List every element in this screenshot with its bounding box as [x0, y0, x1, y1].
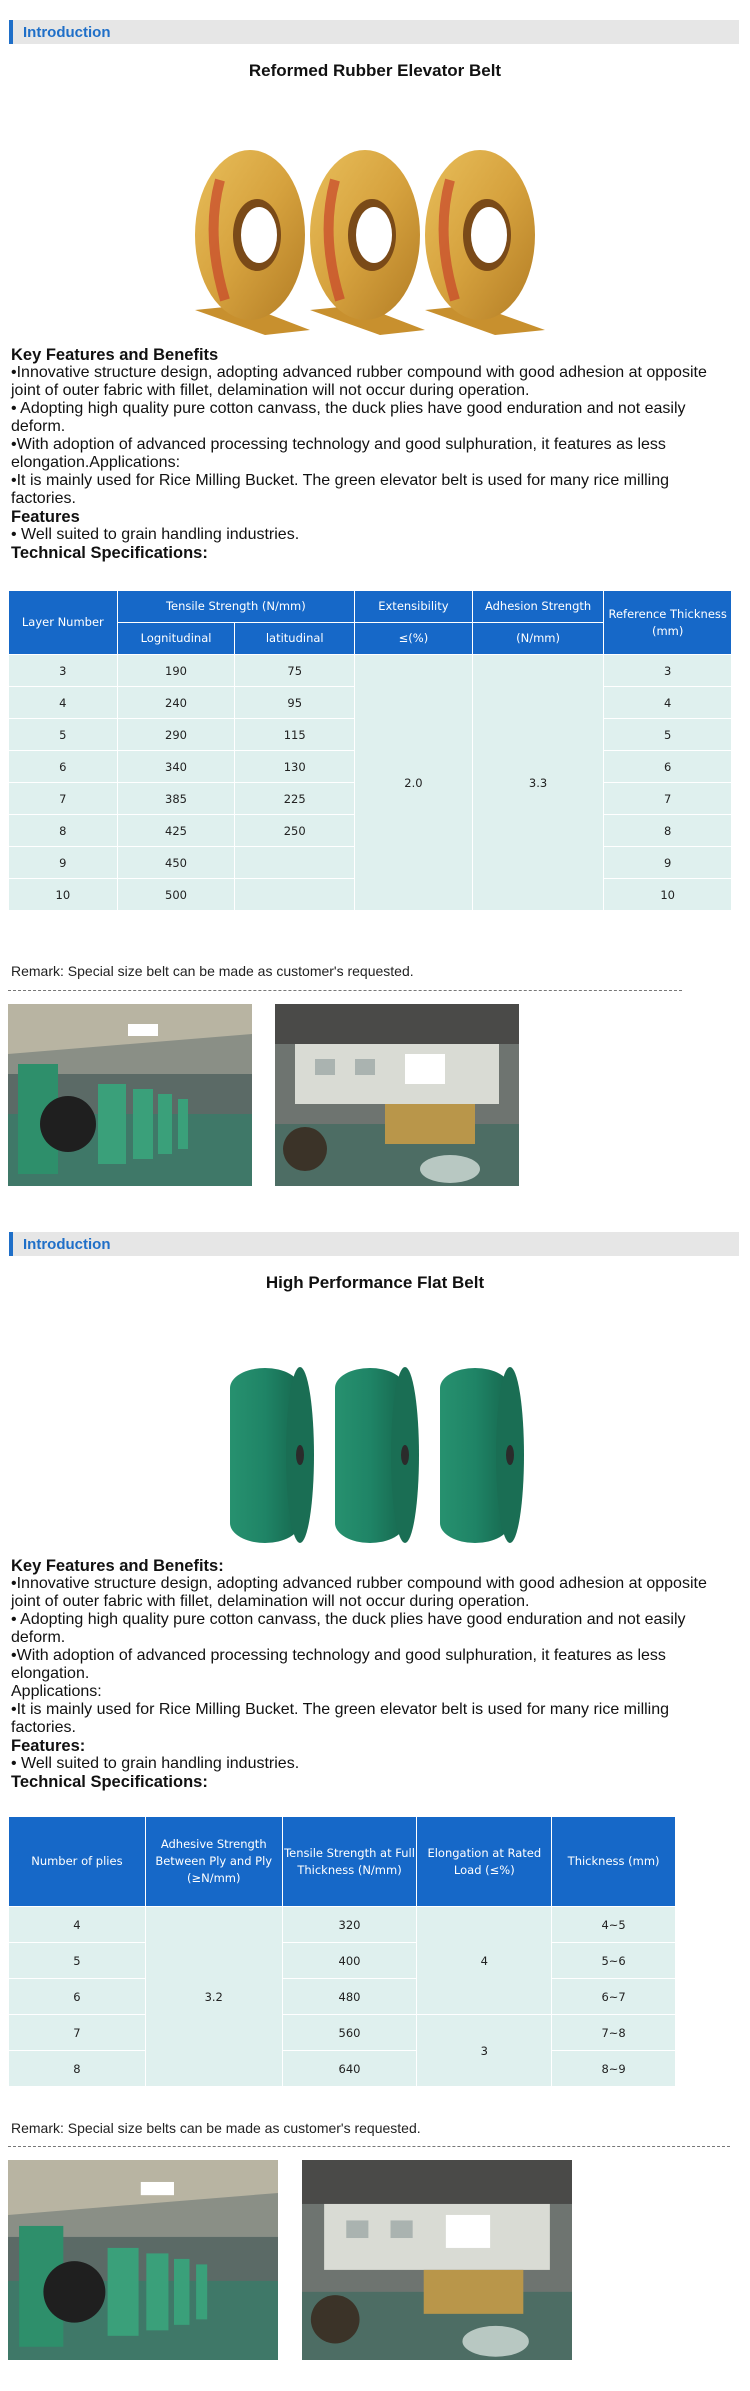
divider-1	[8, 990, 682, 991]
spec-table-1	[8, 590, 732, 911]
cell-thickness: 4~5	[552, 1907, 675, 1942]
applications-label: Applications:	[11, 1683, 102, 1700]
spec-table-2	[8, 1816, 676, 2087]
cell-layer: 4	[9, 687, 117, 718]
features2-item-1: • Well suited to grain handling industries.	[11, 526, 300, 543]
cell-ref: 10	[604, 879, 731, 910]
cell-tensile: 320	[283, 1907, 417, 1942]
cell-ref: 8	[604, 815, 731, 846]
cell-tensile: 560	[283, 2015, 417, 2050]
flat-belt-roll-1	[230, 1367, 314, 1543]
remark-1: Remark: Special size belt can be made as customer's requested.	[11, 963, 414, 979]
cell-long: 425	[118, 815, 235, 846]
feature-paragraph: •It is mainly used for Rice Milling Bucket. The green elevator belt is used for many rice milling factories.	[11, 472, 670, 507]
feature-paragraph: •With adoption of advanced processing technology and good sulphuration, it features as less elongation.Applications:	[11, 436, 666, 471]
factory-photo-4	[302, 2160, 572, 2360]
flat-belt-rolls-image	[215, 1358, 535, 1553]
table-row	[9, 1943, 675, 1978]
cell-tensile: 480	[283, 1979, 417, 2014]
feature-paragraph: •With adoption of advanced processing technology and good sulphuration, it features as less elongation.	[11, 1647, 666, 1682]
cell-long: 290	[118, 719, 235, 750]
cell-plies: 8	[9, 2051, 145, 2086]
th-plies: Number of plies	[9, 1817, 145, 1906]
features-block-1	[11, 346, 711, 562]
table-row	[9, 655, 731, 686]
cell-lat: 115	[235, 719, 354, 750]
cell-thickness: 7~8	[552, 2015, 675, 2050]
cell-ref: 6	[604, 751, 731, 782]
features-heading-1: Key Features and Benefits	[11, 346, 219, 364]
cell-layer: 3	[9, 655, 117, 686]
factory-photo-1	[8, 1004, 252, 1186]
cell-layer: 5	[9, 719, 117, 750]
th-longitudinal: Lognitudinal	[118, 623, 235, 654]
intro-bar-2	[9, 1232, 739, 1256]
intro-bar-1	[9, 20, 739, 44]
cell-ref: 3	[604, 655, 731, 686]
belt-roll-2	[310, 150, 425, 335]
th-tensile-full: Tensile Strength at Full Thickness (N/mm)	[283, 1817, 417, 1906]
factory-photo-3	[8, 2160, 278, 2360]
applications-item: •It is mainly used for Rice Milling Bucket. The green elevator belt is used for many rice milling factories.	[11, 1701, 670, 1736]
cell-layer: 6	[9, 751, 117, 782]
cell-lat: 95	[235, 687, 354, 718]
cell-elongation: 4	[417, 1907, 551, 2014]
cell-lat: 250	[235, 815, 354, 846]
cell-lat: 130	[235, 751, 354, 782]
th-thickness: Thickness (mm)	[552, 1817, 675, 1906]
table-row	[9, 2051, 675, 2086]
th-ext-unit: ≤(%)	[355, 623, 472, 654]
feature-paragraph: • Adopting high quality pure cotton canvass, the duck plies have good enduration and not easily deform.	[11, 400, 686, 435]
cell-plies: 4	[9, 1907, 145, 1942]
belt-roll-1	[195, 150, 310, 335]
th-adh-unit: (N/mm)	[473, 623, 604, 654]
table-row	[9, 1907, 675, 1942]
feature-paragraph: •Innovative structure design, adopting advanced rubber compound with good adhesion at opposite joint of outer fabric with fillet, delamination will not occur during operation.	[11, 1575, 707, 1610]
th-extensibility: Extensibility	[355, 591, 472, 622]
feature-paragraph: •Innovative structure design, adopting advanced rubber compound with good adhesion at opposite joint of outer fabric with fillet, delamination will not occur during operation.	[11, 364, 707, 399]
th-adhesion: Adhesion Strength	[473, 591, 604, 622]
cell-long: 190	[118, 655, 235, 686]
features-block-2	[11, 1557, 731, 1791]
belt-roll-3	[425, 150, 545, 335]
product-title-1: Reformed Rubber Elevator Belt	[248, 61, 502, 80]
intro-label-1: Introduction	[23, 24, 111, 41]
divider-2	[8, 2146, 730, 2147]
tech-heading-2: Technical Specifications:	[11, 1773, 208, 1791]
cell-tensile: 400	[283, 1943, 417, 1978]
cell-lat: 75	[235, 655, 354, 686]
feature-paragraph: • Adopting high quality pure cotton canvass, the duck plies have good enduration and not easily deform.	[11, 1611, 686, 1646]
cell-long: 240	[118, 687, 235, 718]
th-elongation: Elongation at Rated Load (≤%)	[417, 1817, 551, 1906]
cell-ref: 5	[604, 719, 731, 750]
cell-elongation: 3	[417, 2015, 551, 2086]
features2-heading-2: Features:	[11, 1737, 86, 1755]
features2-item-2: • Well suited to grain handling industries.	[11, 1755, 300, 1772]
cell-thickness: 6~7	[552, 1979, 675, 2014]
flat-belt-roll-3	[440, 1367, 524, 1543]
cell-long: 500	[118, 879, 235, 910]
th-tensile: Tensile Strength (N/mm)	[118, 591, 354, 622]
cell-thickness: 5~6	[552, 1943, 675, 1978]
flat-belt-roll-2	[335, 1367, 419, 1543]
cell-adhesion: 3.3	[473, 655, 604, 910]
th-latitudinal: latitudinal	[235, 623, 354, 654]
table-row	[9, 1979, 675, 2014]
cell-layer: 7	[9, 783, 117, 814]
cell-plies: 6	[9, 1979, 145, 2014]
cell-ref: 4	[604, 687, 731, 718]
th-ref-thickness: Reference Thickness (mm)	[604, 591, 731, 654]
features2-heading-1: Features	[11, 508, 80, 526]
cell-lat	[235, 847, 354, 878]
rubber-belt-rolls-image	[185, 140, 565, 340]
cell-tensile: 640	[283, 2051, 417, 2086]
cell-lat: 225	[235, 783, 354, 814]
cell-long: 450	[118, 847, 235, 878]
cell-layer: 8	[9, 815, 117, 846]
tech-heading-1: Technical Specifications:	[11, 544, 208, 562]
factory-photo-2	[275, 1004, 519, 1186]
cell-layer: 9	[9, 847, 117, 878]
cell-plies: 5	[9, 1943, 145, 1978]
cell-extensibility: 2.0	[355, 655, 472, 910]
cell-ref: 9	[604, 847, 731, 878]
th-adhesive-strength: Adhesive Strength Between Ply and Ply (≥N/mm)	[146, 1817, 282, 1906]
cell-adhesive: 3.2	[146, 1907, 282, 2086]
remark-2: Remark: Special size belts can be made as customer's requested.	[11, 2120, 421, 2136]
intro-label-2: Introduction	[23, 1236, 111, 1253]
cell-long: 340	[118, 751, 235, 782]
cell-ref: 7	[604, 783, 731, 814]
cell-thickness: 8~9	[552, 2051, 675, 2086]
features-heading-2: Key Features and Benefits:	[11, 1557, 224, 1575]
table-row	[9, 2015, 675, 2050]
th-layer-number: Layer Number	[9, 591, 117, 654]
cell-lat	[235, 879, 354, 910]
cell-long: 385	[118, 783, 235, 814]
cell-plies: 7	[9, 2015, 145, 2050]
cell-layer: 10	[9, 879, 117, 910]
product-title-2: High Performance Flat Belt	[265, 1273, 485, 1292]
